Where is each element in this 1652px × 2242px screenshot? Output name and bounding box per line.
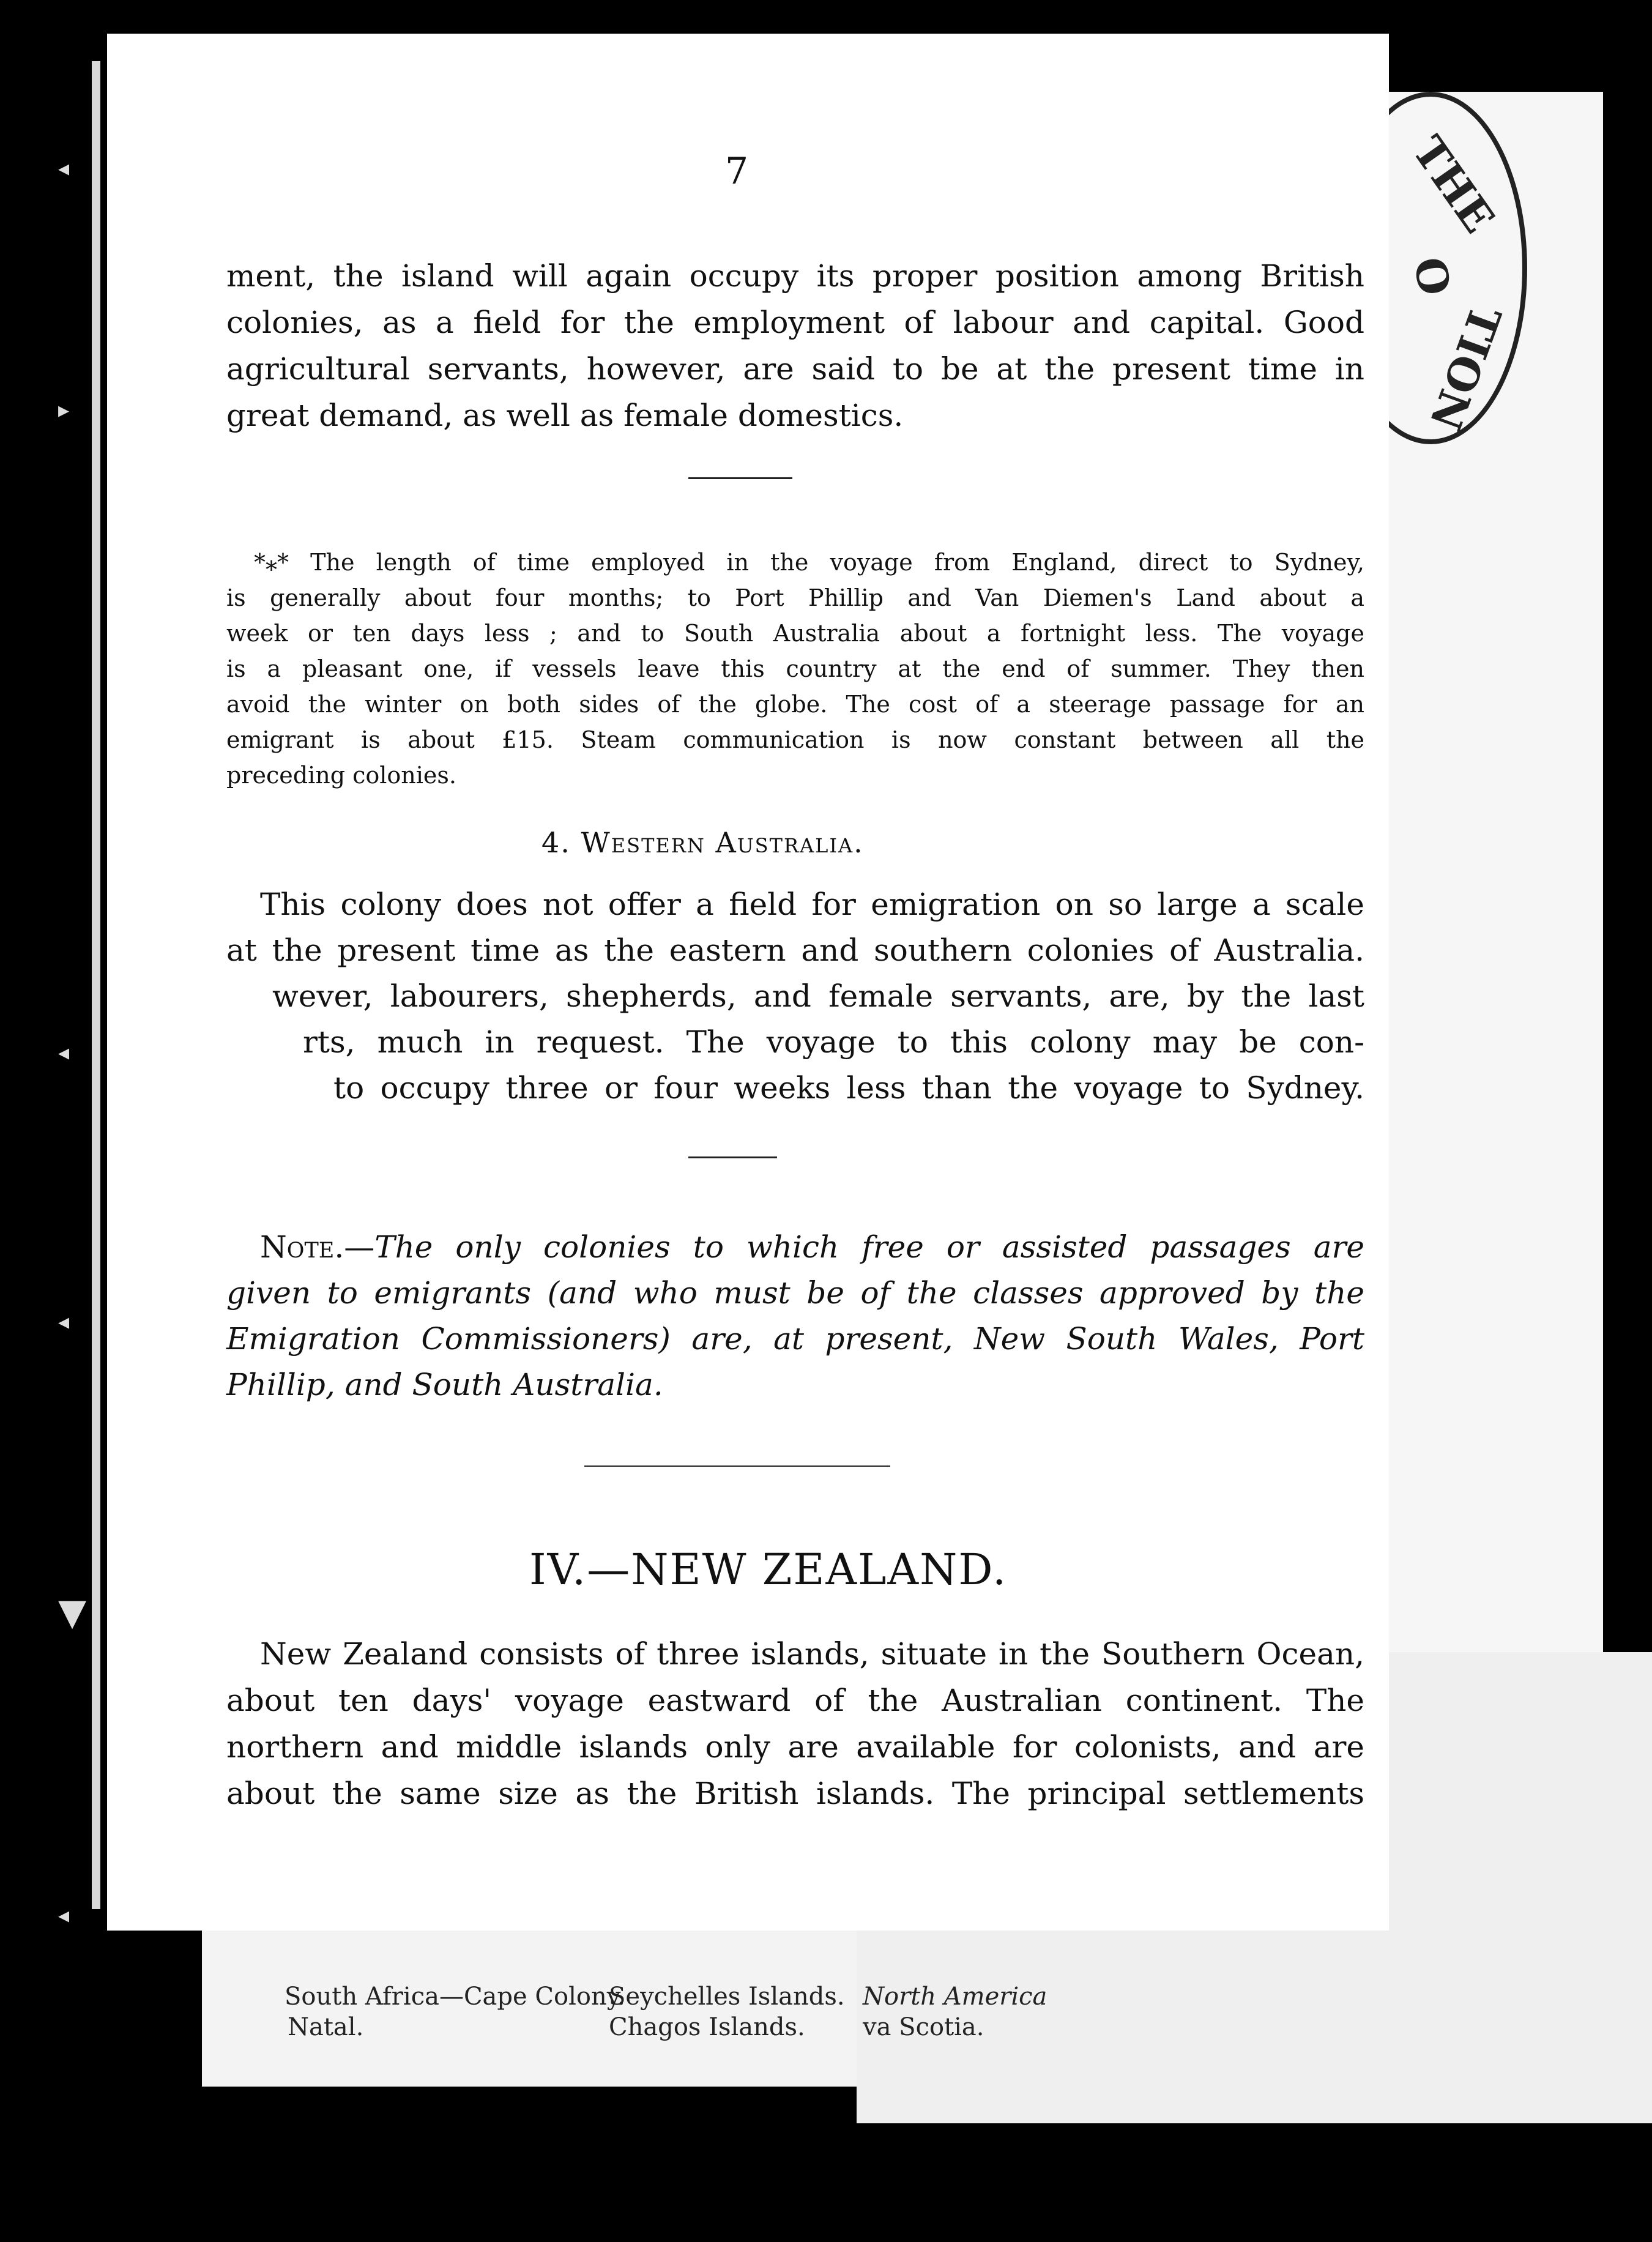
paragraph-line: about the same size as the British islands. The principal settlements xyxy=(226,1776,1364,1811)
paragraph-line: New Zealand consists of three islands, situate in the Southern Ocean, xyxy=(260,1636,1364,1672)
note-label: Note.— xyxy=(260,1229,375,1265)
footnote-marker: *⁎* xyxy=(254,549,289,576)
page-number: 7 xyxy=(725,150,749,193)
note-line: given to emigrants (and who must be of the classes approved by the xyxy=(226,1275,1364,1311)
binding-mark: ◂ xyxy=(58,1903,70,1928)
binding-mark: ◂ xyxy=(58,1309,70,1335)
note-line: Emigration Commissioners) are, at present, New South Wales, Port xyxy=(226,1321,1364,1357)
underlying-fragment: Chagos Islands. xyxy=(609,2013,805,2041)
underlying-fragment: Natal. xyxy=(288,2013,364,2041)
section-divider xyxy=(688,477,792,479)
note-text: The only colonies to which free or assisted passages are xyxy=(374,1229,1364,1265)
footnote-line xyxy=(254,545,1364,580)
binding-mark: ◂ xyxy=(58,1040,70,1065)
paragraph-line: about ten days' voyage eastward of the Australian continent. The xyxy=(226,1683,1364,1718)
paragraph-line: rts, much in request. The voyage to this colony may be con- xyxy=(303,1024,1364,1060)
paragraph-line: colonies, as a field for the employment of labour and capital. Good xyxy=(226,305,1364,340)
footnote-line: emigrant is about £15. Steam communication is now constant between all the xyxy=(226,726,1364,753)
paragraph-line: wever, labourers, shepherds, and female servants, are, by the last xyxy=(272,978,1364,1014)
footnote-line: is generally about four months; to Port Phillip and Van Diemen's Land about a xyxy=(226,584,1364,611)
stamp-text: O xyxy=(1404,253,1460,299)
paragraph-line: agricultural servants, however, are said to be at the present time in xyxy=(226,351,1364,387)
paragraph-line: ment, the island will again occupy its proper position among British xyxy=(226,258,1364,294)
footnote-line: avoid the winter on both sides of the globe. The cost of a steerage passage for an xyxy=(226,691,1364,718)
note-line xyxy=(260,1224,1364,1270)
chapter-heading: IV.—NEW ZEALAND. xyxy=(529,1544,1008,1595)
paragraph-line: This colony does not offer a field for emigration on so large a scale xyxy=(260,887,1364,922)
stamp-text: TION xyxy=(1419,299,1511,438)
document-page xyxy=(107,34,1389,1931)
binding-edge xyxy=(92,61,100,1909)
footnote-line: preceding colonies. xyxy=(226,762,456,789)
underlying-fragment: North America xyxy=(863,1983,1047,2011)
paragraph-line: at the present time as the eastern and southern colonies of Australia. xyxy=(226,933,1364,968)
binding-mark: ◂ xyxy=(58,156,70,181)
binding-mark: ▼ xyxy=(58,1591,87,1634)
underlying-fragment: Seychelles Islands. xyxy=(609,1983,845,2011)
binding-mark: ▸ xyxy=(58,398,70,423)
paragraph-line: to occupy three or four weeks less than the voyage to Sydney. xyxy=(333,1070,1364,1106)
binding-margin xyxy=(0,0,107,2242)
paragraph-line: great demand, as well as female domestics. xyxy=(226,398,904,433)
underlying-fragment: South Africa—Cape Colony. xyxy=(285,1983,625,2011)
footnote-line: week or ten days less ; and to South Australia about a fortnight less. The voyage xyxy=(226,620,1364,647)
paragraph-line: northern and middle islands only are available for colonists, and are xyxy=(226,1729,1364,1765)
stamp-text: THE xyxy=(1402,127,1505,242)
underlying-fragment: va Scotia. xyxy=(863,2013,984,2041)
footnote-line: is a pleasant one, if vessels leave this country at the end of summer. They then xyxy=(226,655,1364,682)
section-divider xyxy=(688,1156,777,1158)
chapter-divider xyxy=(584,1465,890,1467)
footnote-text: The length of time employed in the voyage from England, direct to Sydney, xyxy=(310,549,1364,576)
section-heading: 4. Western Australia. xyxy=(541,826,864,859)
note-line: Phillip, and South Australia. xyxy=(226,1367,663,1402)
